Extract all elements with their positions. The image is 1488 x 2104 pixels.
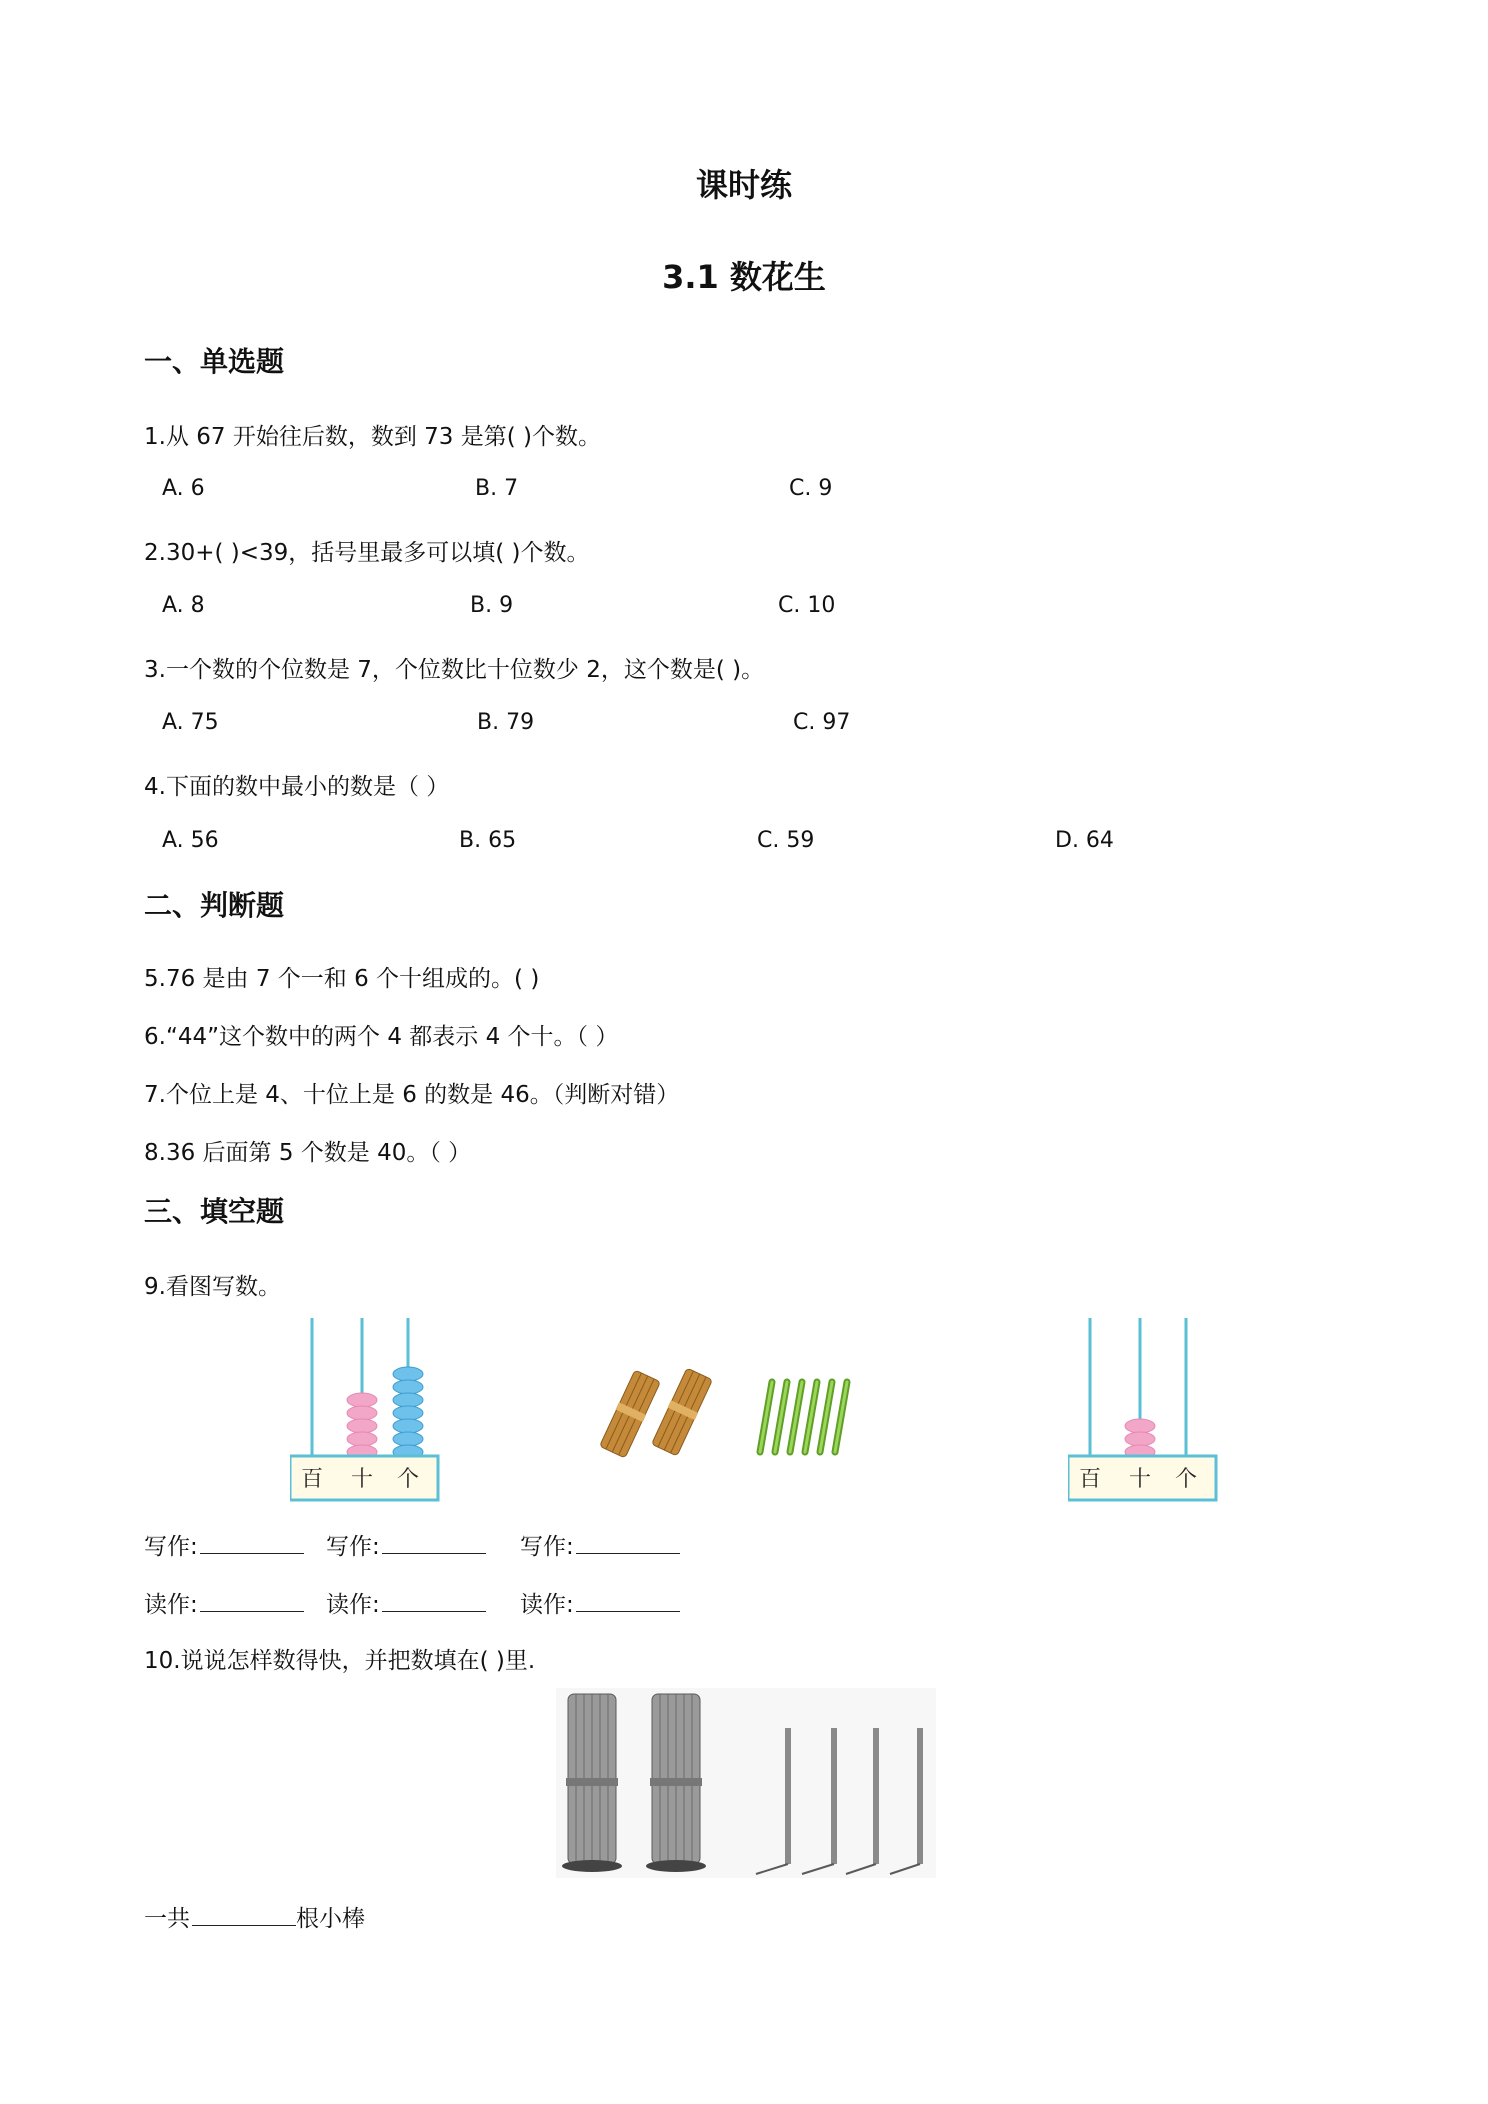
q3-option-a[interactable]: A. 75 bbox=[162, 710, 219, 735]
question-5: 5.76 是由 7 个一和 6 个十组成的。( ) bbox=[144, 966, 540, 992]
abacus-2-image bbox=[1068, 1318, 1218, 1502]
question-7: 7.个位上是 4、十位上是 6 的数是 46。（判断对错） bbox=[144, 1082, 680, 1108]
read-row-3 bbox=[520, 1586, 680, 1619]
write-row-3 bbox=[520, 1528, 680, 1561]
read-row-1 bbox=[144, 1586, 304, 1619]
q4-option-b[interactable]: B. 65 bbox=[459, 828, 517, 853]
question-2: 2.30+( )<39，括号里最多可以填( )个数。 bbox=[144, 540, 590, 566]
abacus-2-label-ones: 个 bbox=[1174, 1467, 1198, 1492]
section-heading-fill-blank: 三、填空题 bbox=[144, 1195, 285, 1228]
q10-total-blank[interactable] bbox=[192, 1903, 296, 1926]
section-heading-true-false: 二、判断题 bbox=[144, 889, 285, 922]
q10-total-suffix: 根小棒 bbox=[296, 1906, 365, 1932]
read-label: 读作: bbox=[520, 1592, 574, 1618]
abacus-2-label-hundreds: 百 bbox=[1078, 1467, 1102, 1492]
write-blank-3[interactable] bbox=[576, 1531, 680, 1554]
q1-option-c[interactable]: C. 9 bbox=[789, 476, 833, 501]
abacus-1-label-tens: 十 bbox=[350, 1467, 374, 1492]
grey-bundles-image bbox=[556, 1688, 936, 1878]
question-3: 3.一个数的个位数是 7，个位数比十位数少 2，这个数是( )。 bbox=[144, 657, 765, 683]
page-subtitle: 3.1 数花生 bbox=[662, 258, 826, 296]
read-label: 读作: bbox=[326, 1592, 380, 1618]
q10-total-prefix: 一共 bbox=[144, 1906, 190, 1932]
question-8: 8.36 后面第 5 个数是 40。（ ） bbox=[144, 1140, 472, 1166]
section-heading-single-choice: 一、单选题 bbox=[144, 345, 285, 378]
q2-option-c[interactable]: C. 10 bbox=[778, 593, 836, 618]
write-label: 写作: bbox=[326, 1534, 380, 1560]
q4-option-a[interactable]: A. 56 bbox=[162, 828, 219, 853]
question-4: 4.下面的数中最小的数是（ ） bbox=[144, 774, 450, 800]
q10-answer-line bbox=[144, 1900, 365, 1933]
q3-option-c[interactable]: C. 97 bbox=[793, 710, 851, 735]
question-6: 6.“44”这个数中的两个 4 都表示 4 个十。（ ） bbox=[144, 1024, 619, 1050]
write-row-2 bbox=[326, 1528, 486, 1561]
abacus-1-label-ones: 个 bbox=[396, 1467, 420, 1492]
q2-option-b[interactable]: B. 9 bbox=[470, 593, 514, 618]
read-label: 读作: bbox=[144, 1592, 198, 1618]
write-label: 写作: bbox=[144, 1534, 198, 1560]
write-row-1 bbox=[144, 1528, 304, 1561]
abacus-1-image bbox=[290, 1318, 440, 1502]
write-blank-2[interactable] bbox=[382, 1531, 486, 1554]
write-blank-1[interactable] bbox=[200, 1531, 304, 1554]
write-label: 写作: bbox=[520, 1534, 574, 1560]
bundles-and-sticks-image bbox=[600, 1362, 870, 1468]
read-blank-2[interactable] bbox=[382, 1589, 486, 1612]
read-row-2 bbox=[326, 1586, 486, 1619]
abacus-1-label-hundreds: 百 bbox=[300, 1467, 324, 1492]
q1-option-b[interactable]: B. 7 bbox=[475, 476, 519, 501]
q3-option-b[interactable]: B. 79 bbox=[477, 710, 535, 735]
read-blank-1[interactable] bbox=[200, 1589, 304, 1612]
question-9: 9.看图写数。 bbox=[144, 1274, 281, 1300]
q2-option-a[interactable]: A. 8 bbox=[162, 593, 205, 618]
q4-option-c[interactable]: C. 59 bbox=[757, 828, 815, 853]
abacus-2-label-tens: 十 bbox=[1128, 1467, 1152, 1492]
question-10: 10.说说怎样数得快，并把数填在( )里. bbox=[144, 1648, 536, 1674]
q4-option-d[interactable]: D. 64 bbox=[1055, 828, 1114, 853]
read-blank-3[interactable] bbox=[576, 1589, 680, 1612]
question-1: 1.从 67 开始往后数，数到 73 是第( )个数。 bbox=[144, 424, 601, 450]
q1-option-a[interactable]: A. 6 bbox=[162, 476, 205, 501]
page-title: 课时练 bbox=[695, 166, 792, 204]
